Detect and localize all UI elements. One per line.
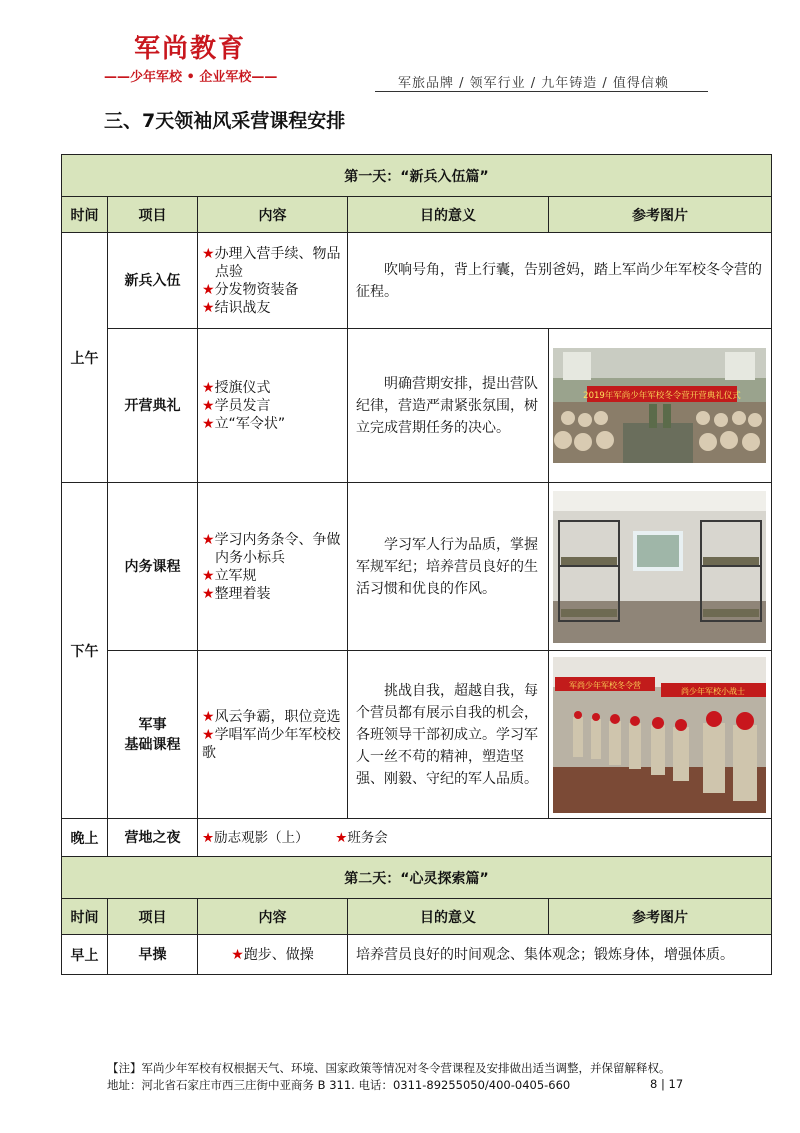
table-row xyxy=(62,819,772,857)
content-line: 分发物资装备 xyxy=(214,281,299,298)
logo-subtitle: ——少年军校 • 企业军校—— xyxy=(104,70,278,85)
content-cell xyxy=(198,233,348,329)
item-name: 早操 xyxy=(108,935,198,975)
content-cell xyxy=(198,483,348,651)
content-line: 学员发言 xyxy=(214,397,271,414)
header-slogan: 军旅品牌 / 领军行业 / 九年铸造 / 值得信赖 xyxy=(398,76,669,91)
content-line: 学习内务条令、争做 xyxy=(214,531,341,548)
time-early: 早上 xyxy=(62,935,108,975)
purpose-cell: 挑战自我，超越自我，每个营员都有展示自我的机会，各班领导干部初成立。学习军人一丝不苟的精神，塑造坚强、刚毅、守纪的军人品质。 xyxy=(348,651,549,819)
picture-cell xyxy=(549,651,772,819)
content-line: 风云争霸，职位竞选 xyxy=(214,708,341,725)
content-cell xyxy=(198,651,348,819)
table-row xyxy=(62,233,772,329)
header-rule xyxy=(375,91,708,92)
table-row xyxy=(62,329,772,483)
col-header-purpose: 目的意义 xyxy=(348,197,549,233)
dormitory-photo xyxy=(553,491,766,643)
star-icon: ★ xyxy=(202,415,215,432)
schedule-table xyxy=(61,154,772,975)
star-icon: ★ xyxy=(202,531,215,548)
content-cell xyxy=(198,329,348,483)
col-header-item: 项目 xyxy=(108,197,198,233)
table-row xyxy=(62,651,772,819)
content-line: 立军规 xyxy=(214,567,257,584)
content-line: 内务小标兵 xyxy=(215,549,285,566)
star-icon: ★ xyxy=(202,567,215,584)
table-row xyxy=(62,483,772,651)
purpose-cell: 明确营期安排，提出营队纪律，营造严肃紧张氛围，树立完成营期任务的决心。 xyxy=(348,329,549,483)
photo-banner-text: 2019年军尚少年军校冬令营开营典礼仪式 xyxy=(583,391,741,401)
content-line: 学唱军尚少年军校校 xyxy=(214,726,341,743)
content-line: 歌 xyxy=(202,744,216,761)
content-cell xyxy=(198,819,772,857)
item-name: 开营典礼 xyxy=(108,329,198,483)
time-morning: 上午 xyxy=(62,233,108,483)
picture-cell xyxy=(549,483,772,651)
column-header-row xyxy=(62,899,772,935)
star-icon: ★ xyxy=(202,281,215,298)
star-icon: ★ xyxy=(231,946,244,963)
picture-cell xyxy=(549,329,772,483)
item-name-military xyxy=(108,651,198,819)
col-header-content: 内容 xyxy=(198,197,348,233)
content-line: 整理着装 xyxy=(214,585,271,602)
item-name: 新兵入伍 xyxy=(108,233,198,329)
content-line: 授旗仪式 xyxy=(214,379,271,396)
content-line: 点验 xyxy=(215,263,243,280)
content-line: 结识战友 xyxy=(214,299,271,316)
table-row xyxy=(62,935,772,975)
content-line: 立“军令状” xyxy=(214,415,286,432)
footer-address: 地址：河北省石家庄市西三庄街中亚商务 B 311. 电话：0311-89255050/400-0405-660 xyxy=(107,1078,571,1092)
day2-title-row xyxy=(62,857,772,899)
col-header-content: 内容 xyxy=(198,899,348,935)
star-icon: ★ xyxy=(202,585,215,602)
content-cell xyxy=(198,935,348,975)
col-header-purpose: 目的意义 xyxy=(348,899,549,935)
day1-title-row xyxy=(62,155,772,197)
section-title: 三、7天领袖风采营课程安排 xyxy=(104,110,346,132)
star-icon: ★ xyxy=(202,299,215,316)
star-icon: ★ xyxy=(202,829,215,846)
day1-title: 第一天：“新兵入伍篇” xyxy=(62,155,772,197)
purpose-cell: 学习军人行为品质，掌握军规军纪；培养营员良好的生活习惯和优良的作风。 xyxy=(348,483,549,651)
page-number: 8 | 17 xyxy=(650,1077,684,1091)
star-icon: ★ xyxy=(202,379,215,396)
content-line: 班务会 xyxy=(347,829,388,846)
item-name: 内务课程 xyxy=(108,483,198,651)
military-training-photo xyxy=(553,657,766,813)
content-line: 励志观影（上） xyxy=(214,829,309,846)
purpose-cell: 培养营员良好的时间观念、集体观念；锻炼身体，增强体质。 xyxy=(348,935,772,975)
footer-note: 【注】军尚少年军校有权根据天气、环境、国家政策等情况对冬令营课程及安排做出适当调整，并保留解释权。 xyxy=(107,1061,671,1075)
item-name-line: 基础课程 xyxy=(124,736,181,753)
logo-title: 军尚教育 xyxy=(134,34,247,64)
star-icon: ★ xyxy=(202,726,215,743)
item-name-line: 军事 xyxy=(138,716,167,733)
content-line: 跑步、做操 xyxy=(243,946,314,963)
col-header-time: 时间 xyxy=(62,197,108,233)
photo-banner-left: 军尚少年军校冬令营 xyxy=(569,680,641,690)
col-header-item: 项目 xyxy=(108,899,198,935)
column-header-row xyxy=(62,197,772,233)
time-evening: 晚上 xyxy=(62,819,108,857)
content-line: 办理入营手续、物品 xyxy=(214,245,341,262)
col-header-picture: 参考图片 xyxy=(549,899,772,935)
item-name: 营地之夜 xyxy=(108,819,198,857)
photo-banner-right: 尚少年军校小战士 xyxy=(681,686,745,696)
star-icon: ★ xyxy=(202,708,215,725)
col-header-time: 时间 xyxy=(62,899,108,935)
time-afternoon: 下午 xyxy=(62,483,108,819)
opening-ceremony-photo xyxy=(553,348,766,463)
col-header-picture: 参考图片 xyxy=(549,197,772,233)
star-icon: ★ xyxy=(335,829,348,846)
purpose-cell: 吹响号角，背上行囊，告别爸妈，踏上军尚少年军校冬令营的征程。 xyxy=(348,233,772,329)
star-icon: ★ xyxy=(202,397,215,414)
day2-title: 第二天：“心灵探索篇” xyxy=(62,857,772,899)
star-icon: ★ xyxy=(202,245,215,262)
